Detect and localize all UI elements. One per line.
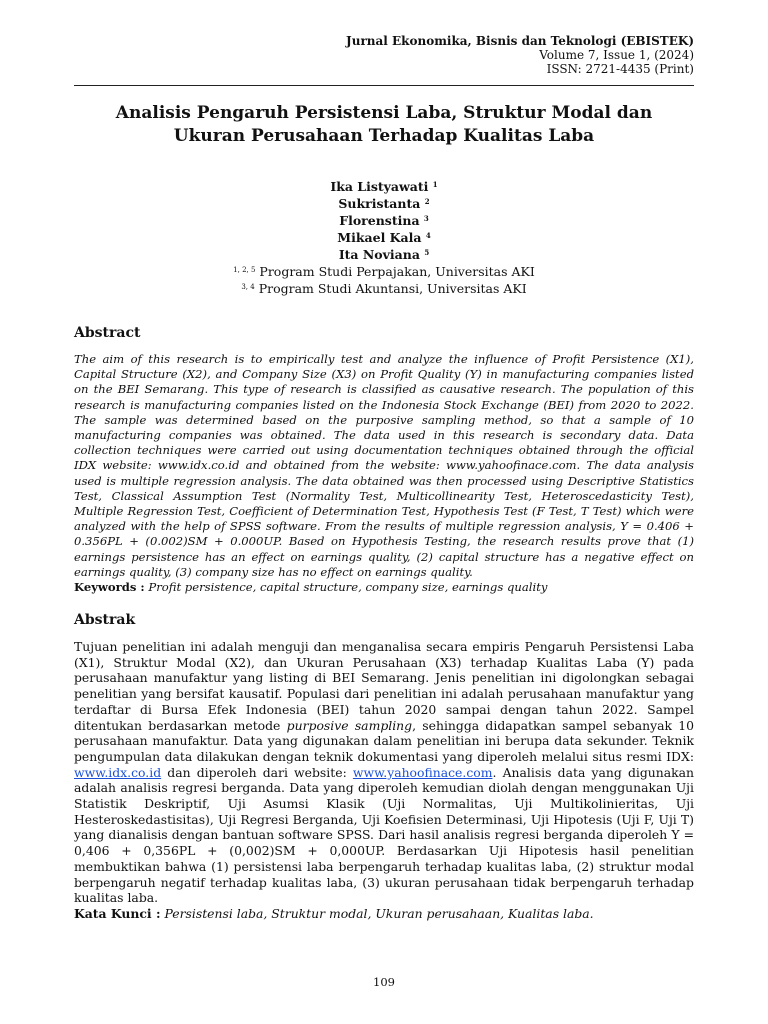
abstract-heading: Abstract [74,325,141,341]
abstrak-heading: Abstrak [74,612,136,628]
author-5: Ita Noviana $^5$ [338,247,430,262]
yahoofinace-link[interactable]: www.yahoofinace.com [352,764,493,780]
idx-link[interactable]: www.idx.co.id [74,764,162,780]
paper-title: Analisis Pengaruh Persistensi Laba, Struktur Modal dan Ukuran Perusahaan Terhadap Kualitas Laba [115,103,653,146]
abstract-text: The aim of this research is to empirically test and analyze the influence of Profit Persistence (X1), Capital Structure (X2), and Company Size (X3) on Profit Quality (Y) in manufacturing companies listed on the BEI Semarang. This type of research is classified as causative research. The population of this research is manufacturing companies listed on the Indonesia Stock Exchange (BEI) from 2020 to 2022. The sample was determined based on the purposive sampling method, so that a sample of 10 manufacturing companies was obtained. The data used in this research is secondary data. Data collection techniques were carried out using documentation techniques obtained through the official IDX website: www.idx.co.id and obtained from the website: www.yahoofinace.com. The data analysis used is multiple regression analysis. The data obtained was then processed using Descriptive Statistics Test, Classical Assumption Test (Normality Test, Multicollinearity Test, Heteroscedasticity Test), Multiple Regression Test, Coefficient of Determination Test, Hypothesis Test (F Test, T Test) which were analyzed with the help of SPSS software. From the results of multiple regression analysis, Y = 0.406 + 0.356PL + (0.002)SM + 0.000UP. Based on Hypothesis Testing, the research results prove that (1) earnings persistence has an effect on earnings quality, (2) capital structure has a negative effect on earnings quality, (3) company size has no effect on earnings quality. [74,352,694,579]
abstrak-text: Tujuan penelitian ini adalah menguji dan menganalisa secara empiris Pengaruh Persistensi Laba (X1), Struktur Modal (X2), dan Ukuran Perusahaan (X3) terhadap Kualitas Laba (Y) pada perusahaan manufaktur yang listing di BEI Semarang. Jenis penelitian ini digolongkan sebagai penelitian yang bersifat kausatif. Populasi dari penelitian ini adalah perusahaan manufaktur yang terdaftar di Bursa Efek Indonesia (BEI) tahun 2020 sampai dengan tahun 2022. Sampel ditentukan berdasarkan metode purposive sampling, sehingga didapatkan sampel sebanyak 10 perusahaan manufaktur. Data yang digunakan dalam penelitian ini berupa data sekunder. Teknik pengumpulan data dilakukan dengan teknik dokumentasi yang diperoleh melalui situs resmi IDX: www.idx.co.id dan diperoleh dari website: www.yahoofinace.com. Analisis data yang digunakan adalah analisis regresi berganda. Data yang diperoleh kemudian diolah dengan menggunakan Uji Statistik Deskriptif, Uji Asumsi Klasik (Uji Normalitas, Uji Multikolinieritas, Uji Hesteroskedastisitas), Uji Regresi Berganda, Uji Koefisien Determinasi, Uji Hipotesis (Uji F, Uji T) yang dianalisis dengan bantuan software SPSS. Dari hasil analisis regresi berganda diperoleh Y = 0,406 + 0,356PL + (0,002)SM + 0,000UP. Berdasarkan Uji Hipotesis hasil penelitian membuktikan bahwa (1) persistensi laba berpengaruh terhadap kualitas laba, (2) struktur modal berpengaruh negatif terhadap kualitas laba, (3) ukuran perusahaan tidak berpengaruh terhadap kualitas laba. [74,639,694,906]
journal-name: Jurnal Ekonomika, Bisnis dan Teknologi (EBISTEK) [346,34,694,48]
author-2: Sukristanta $^2$ [338,196,430,211]
kata-kunci-label: Kata Kunci : [74,905,161,921]
header-rule [74,85,694,86]
keywords-line [74,580,694,595]
keywords-label: Keywords : [74,580,145,595]
author-1: Ika Listyawati $^1$ [330,179,438,194]
author-4: Mikael Kala $^4$ [337,230,431,245]
affiliation-2: $^{3, 4}$ Program Studi Akuntansi, Universitas AKI [241,281,527,296]
keywords-value: Profit persistence, capital structure, company size, earnings quality [148,580,548,595]
abstract-section [74,324,694,595]
author-3: Florenstina $^3$ [339,213,429,228]
abstrak-section [74,611,694,922]
kata-kunci-line [74,906,694,922]
author-block [0,178,768,297]
journal-issn: ISSN: 2721-4435 (Print) [546,62,694,76]
journal-volume: Volume 7, Issue 1, (2024) [539,48,694,62]
journal-header [346,34,694,76]
affiliation-1: $^{1, 2, 5}$ Program Studi Perpajakan, Universitas AKI [233,264,535,279]
kata-kunci-value: Persistensi laba, Struktur modal, Ukuran perusahaan, Kualitas laba. [164,905,594,921]
page-number: 109 [373,975,395,989]
